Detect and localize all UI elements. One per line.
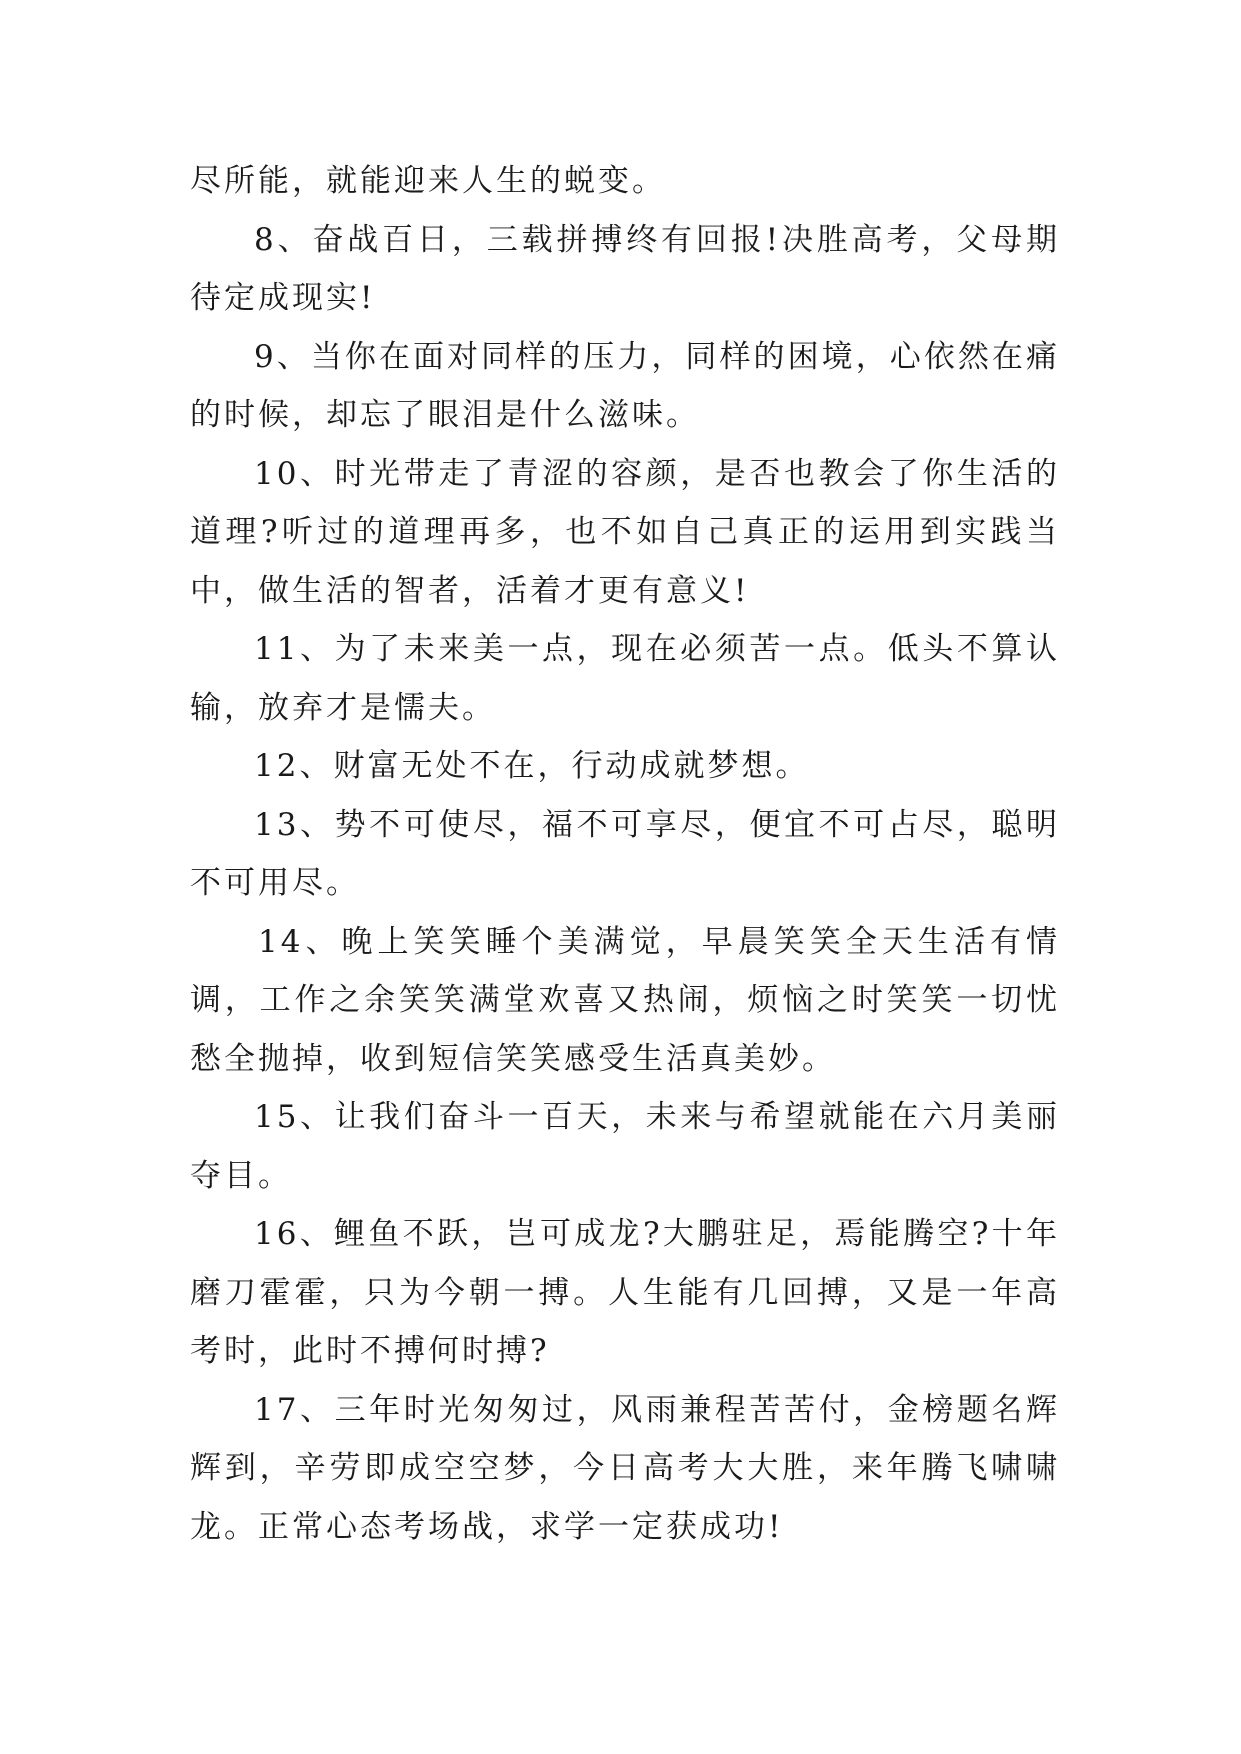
document-body: [190, 152, 1060, 1556]
paragraph-13: 13、势不可使尽，福不可享尽，便宜不可占尽，聪明不可用尽。: [190, 806, 1060, 901]
paragraph-15: 15、让我们奋斗一百天，未来与希望就能在六月美丽夺目。: [190, 1099, 1060, 1194]
paragraph-7-continuation: 尽所能，就能迎来人生的蜕变。: [190, 163, 666, 199]
paragraph-8: 8、奋战百日，三载拼搏终有回报!决胜高考，父母期待定成现实!: [190, 221, 1060, 316]
paragraph-9: 9、当你在面对同样的压力，同样的困境，心依然在痛的时候，却忘了眼泪是什么滋味。: [190, 338, 1060, 433]
paragraph-14: 14、晚上笑笑睡个美满觉，早晨笑笑全天生活有情调，工作之余笑笑满堂欢喜又热闹，烦恼之时笑笑一切忧愁全抛掉，收到短信笑笑感受生活真美妙。: [190, 923, 1060, 1077]
paragraph-10: 10、时光带走了青涩的容颜，是否也教会了你生活的道理?听过的道理再多，也不如自己真正的运用到实践当中，做生活的智者，活着才更有意义!: [190, 455, 1060, 609]
paragraph-16: 16、鲤鱼不跃，岂可成龙?大鹏驻足，焉能腾空?十年磨刀霍霍，只为今朝一搏。人生能有几回搏，又是一年高考时，此时不搏何时搏?: [190, 1216, 1060, 1369]
paragraph-17: 17、三年时光匆匆过，风雨兼程苦苦付，金榜题名辉辉到，辛劳即成空空梦，今日高考大大胜，来年腾飞啸啸龙。正常心态考场战，求学一定获成功!: [190, 1391, 1060, 1545]
paragraph-12: 12、财富无处不在，行动成就梦想。: [254, 748, 810, 784]
paragraph-11: 11、为了未来美一点，现在必须苦一点。低头不算认输，放弃才是懦夫。: [190, 631, 1060, 726]
